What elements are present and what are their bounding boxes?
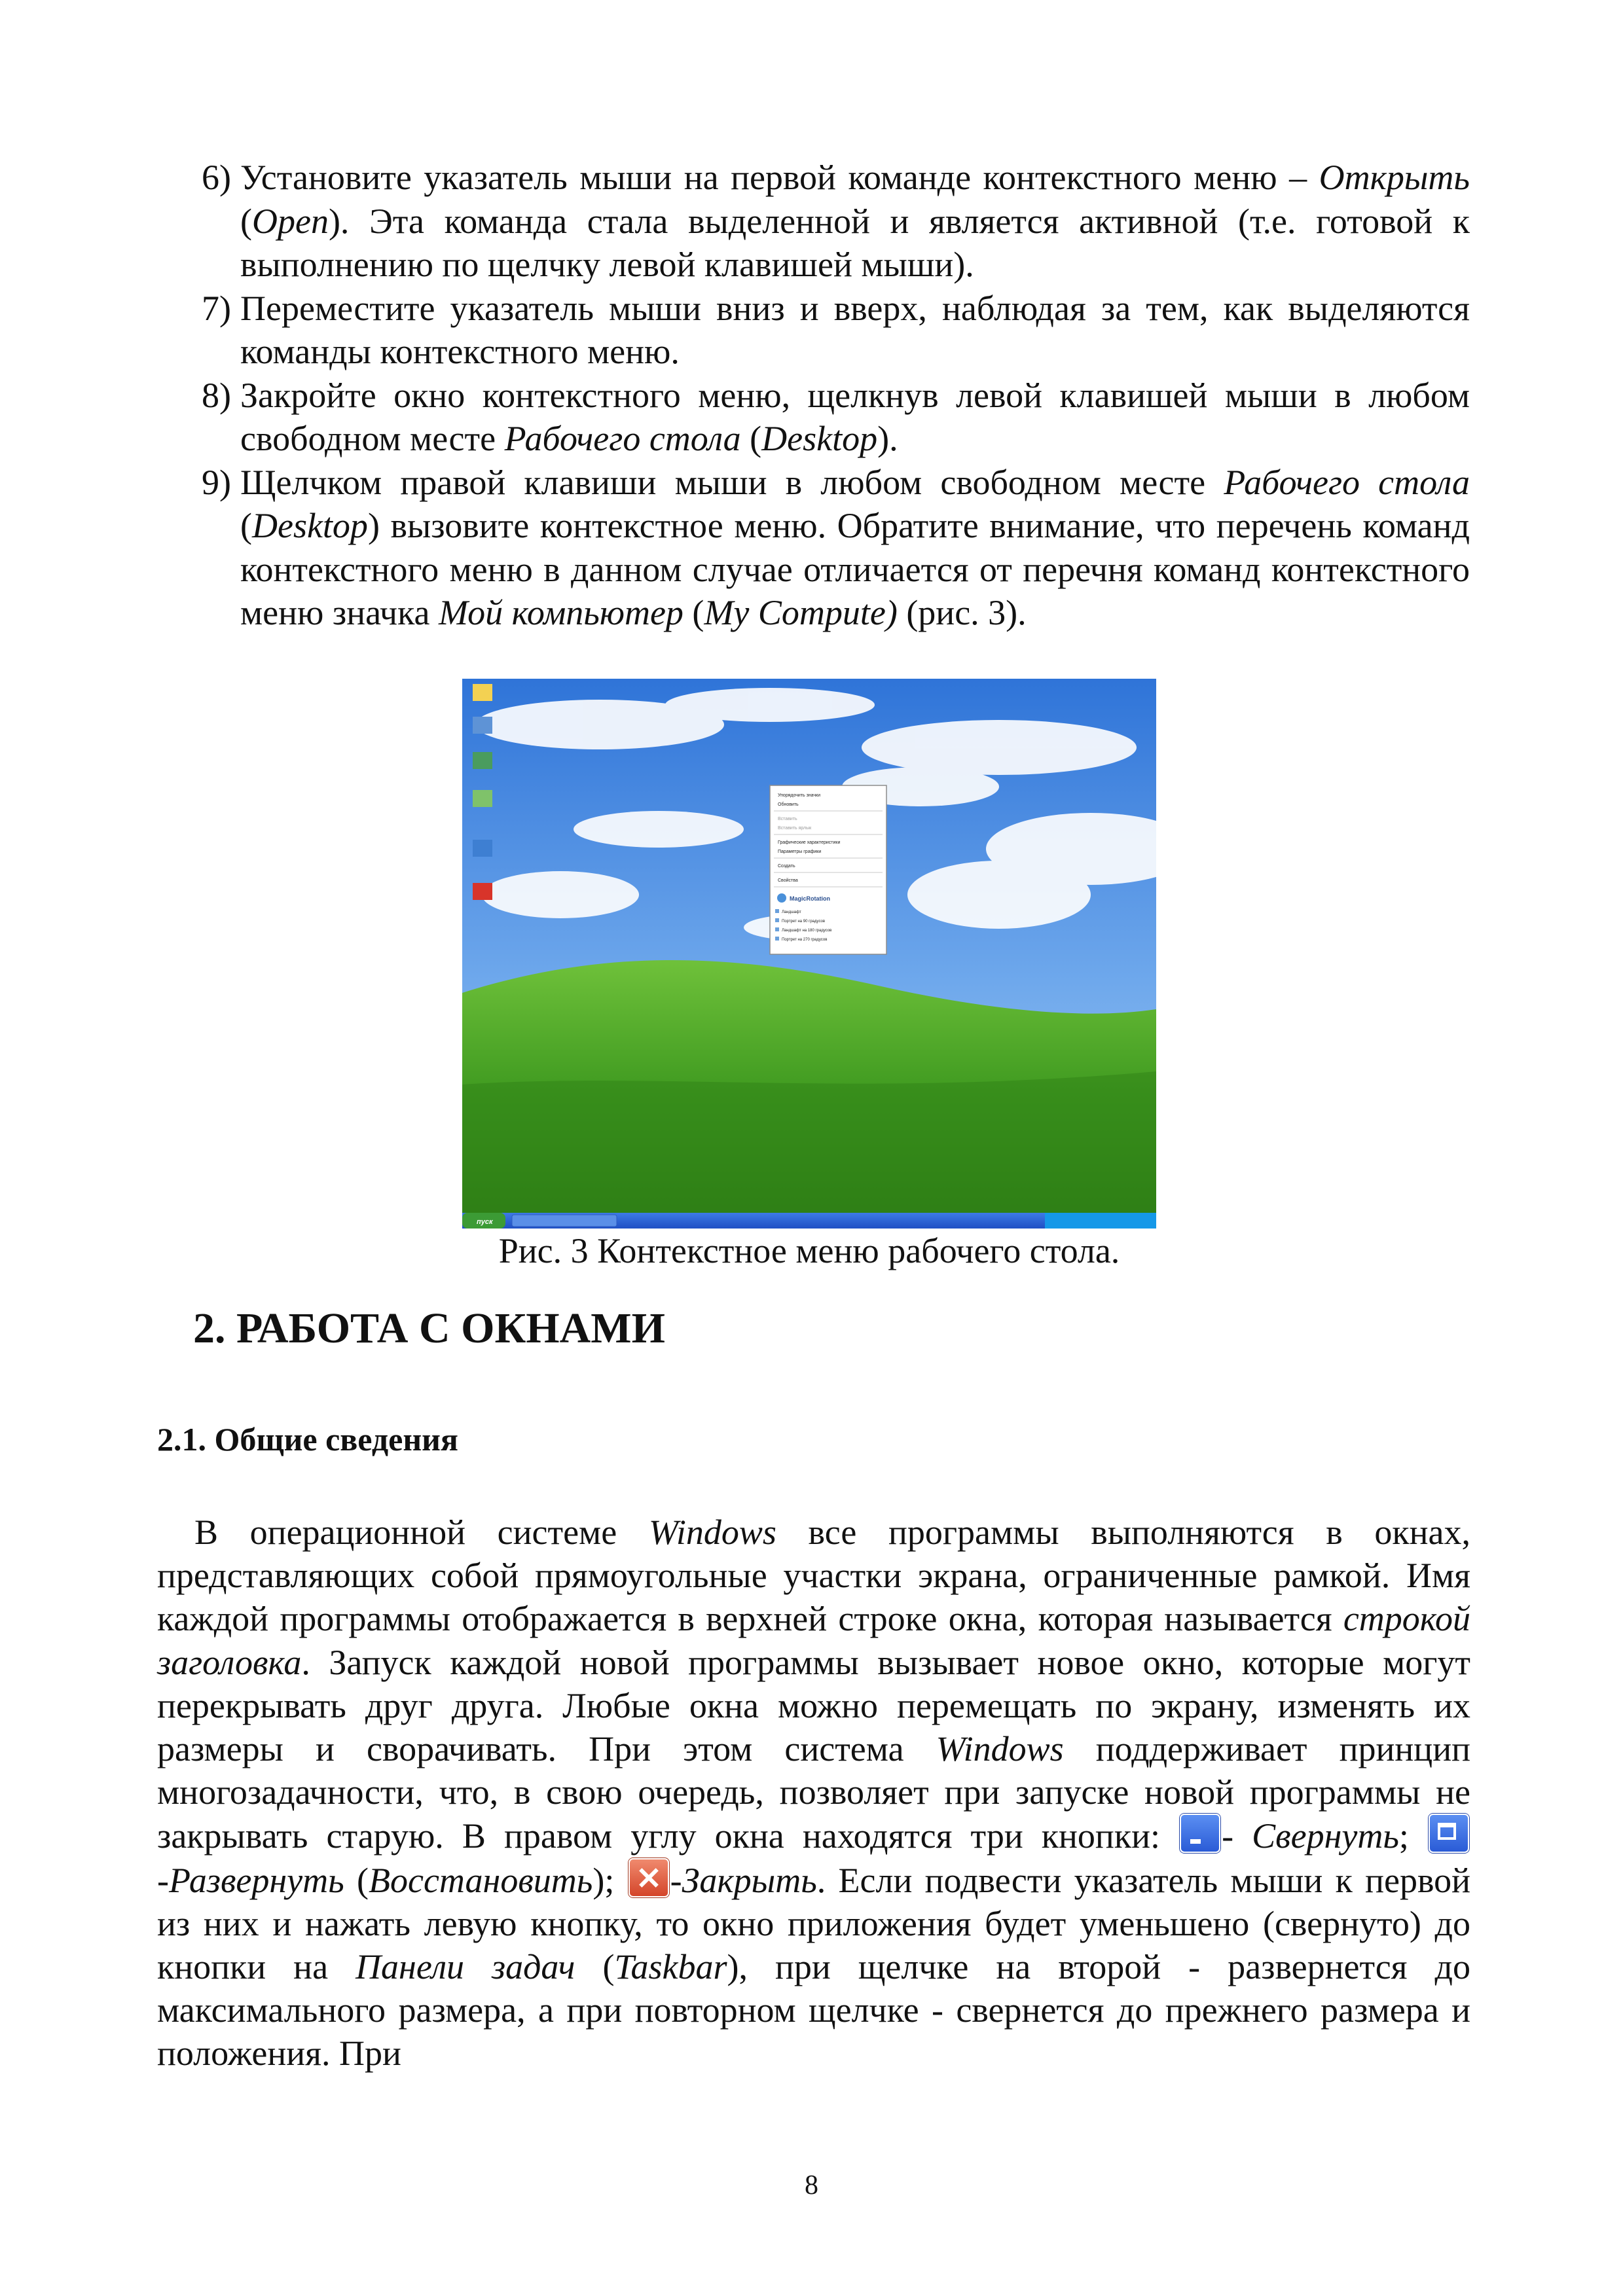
list-text: Закройте окно контекстного меню, щелкнув левой клавишей мыши в любом свободном месте Рабочего стола (Desktop). [240, 375, 1470, 458]
taskbar-window-button [512, 1215, 617, 1227]
context-menu-item: Вставить ярлык [778, 826, 812, 831]
context-menu-item: Ландшафт на 180 градусов [782, 929, 832, 933]
section-heading: 2. РАБОТА С ОКНАМИ [193, 1304, 665, 1352]
magicrotation-icon [777, 893, 786, 903]
context-menu-brand: MagicRotation [790, 895, 830, 902]
list-item [157, 374, 1470, 461]
desktop-screenshot [462, 679, 1156, 1229]
maximize-icon [1429, 1814, 1469, 1853]
context-menu-item: Обновить [778, 802, 799, 807]
start-button-label: пуск [477, 1218, 493, 1226]
subsection-heading: 2.1. Общие сведения [157, 1421, 458, 1458]
context-menu-item: Портрет на 270 градусов [782, 938, 828, 942]
list-number: 6) [202, 158, 231, 197]
desktop-context-menu [770, 785, 886, 954]
context-menu-item: Упорядочить значки [778, 793, 821, 798]
context-menu-item: Свойства [778, 878, 798, 883]
system-tray [1045, 1213, 1156, 1229]
list-number: 9) [202, 462, 231, 502]
desktop-screenshot-figure [462, 679, 1156, 1229]
list-number: 7) [202, 288, 231, 328]
context-menu-item: Портрет на 90 градусов [782, 920, 826, 924]
list-item [157, 156, 1470, 287]
numbered-list [157, 156, 1470, 635]
list-text: Щелчком правой клавиши мыши в любом свободном месте Рабочего стола (Desktop) вызовите контекстное меню. Обратите внимание, что перечень команд контекстного меню в данном случае отличается от перечня команд контекстного меню значка Мой компьютер (My Compute) (рис. 3). [240, 462, 1470, 632]
list-text: Установите указатель мыши на первой команде контекстного меню – Открыть (Open). Эта команда стала выделенной и является активной (т.е. готовой к выполнению по щелчку левой клавишей мыши). [240, 158, 1470, 284]
list-item [157, 461, 1470, 635]
context-menu-item: Создать [778, 864, 795, 869]
context-menu-item: Вставить [778, 817, 797, 821]
body-paragraph: В операционной системе Windows все программы выполняются в окнах, представляющих собой прямоугольные участки экрана, ограниченные рамкой. Имя каждой программы отображается в верхней строке окна, которая называется строкой заголовка. Запуск каждой новой программы вызывает новое окно, которые могут перекрывать друг друга. Любые окна можно перемещать по экрану, изменять их размеры и сворачивать. При этом система Windows поддерживает принцип многозадачности, что, в свою очередь, позволяет при запуске новой программы не закрывать старую. В правом углу окна находятся три кнопки: - Свернуть; -Развернуть (Восстановить); -Закрыть. Если подвести указатель мыши к первой из них и нажать левую кнопку, то окно приложения будет уменьшено (свернуто) до кнопки на Панели задач (Taskbar), при щелчке на второй - развернется до максимального размера, а при повторном щелчке - свернется до прежнего размера и положения. При [157, 1513, 1471, 2073]
context-menu-item: Параметры графики [778, 850, 822, 854]
close-icon [629, 1858, 669, 1897]
taskbar [462, 1213, 1156, 1229]
list-number: 8) [202, 375, 231, 415]
figure-caption: Рис. 3 Контекстное меню рабочего стола. [498, 1231, 1120, 1270]
context-menu-item: Ландшафт [782, 910, 801, 914]
minimize-icon [1180, 1814, 1220, 1853]
page-number: 8 [805, 2170, 818, 2200]
context-menu-item: Графические характеристики [778, 840, 841, 845]
list-item [157, 287, 1470, 374]
list-text: Переместите указатель мыши вниз и вверх, наблюдая за тем, как выделяются команды контекстного меню. [240, 288, 1470, 371]
